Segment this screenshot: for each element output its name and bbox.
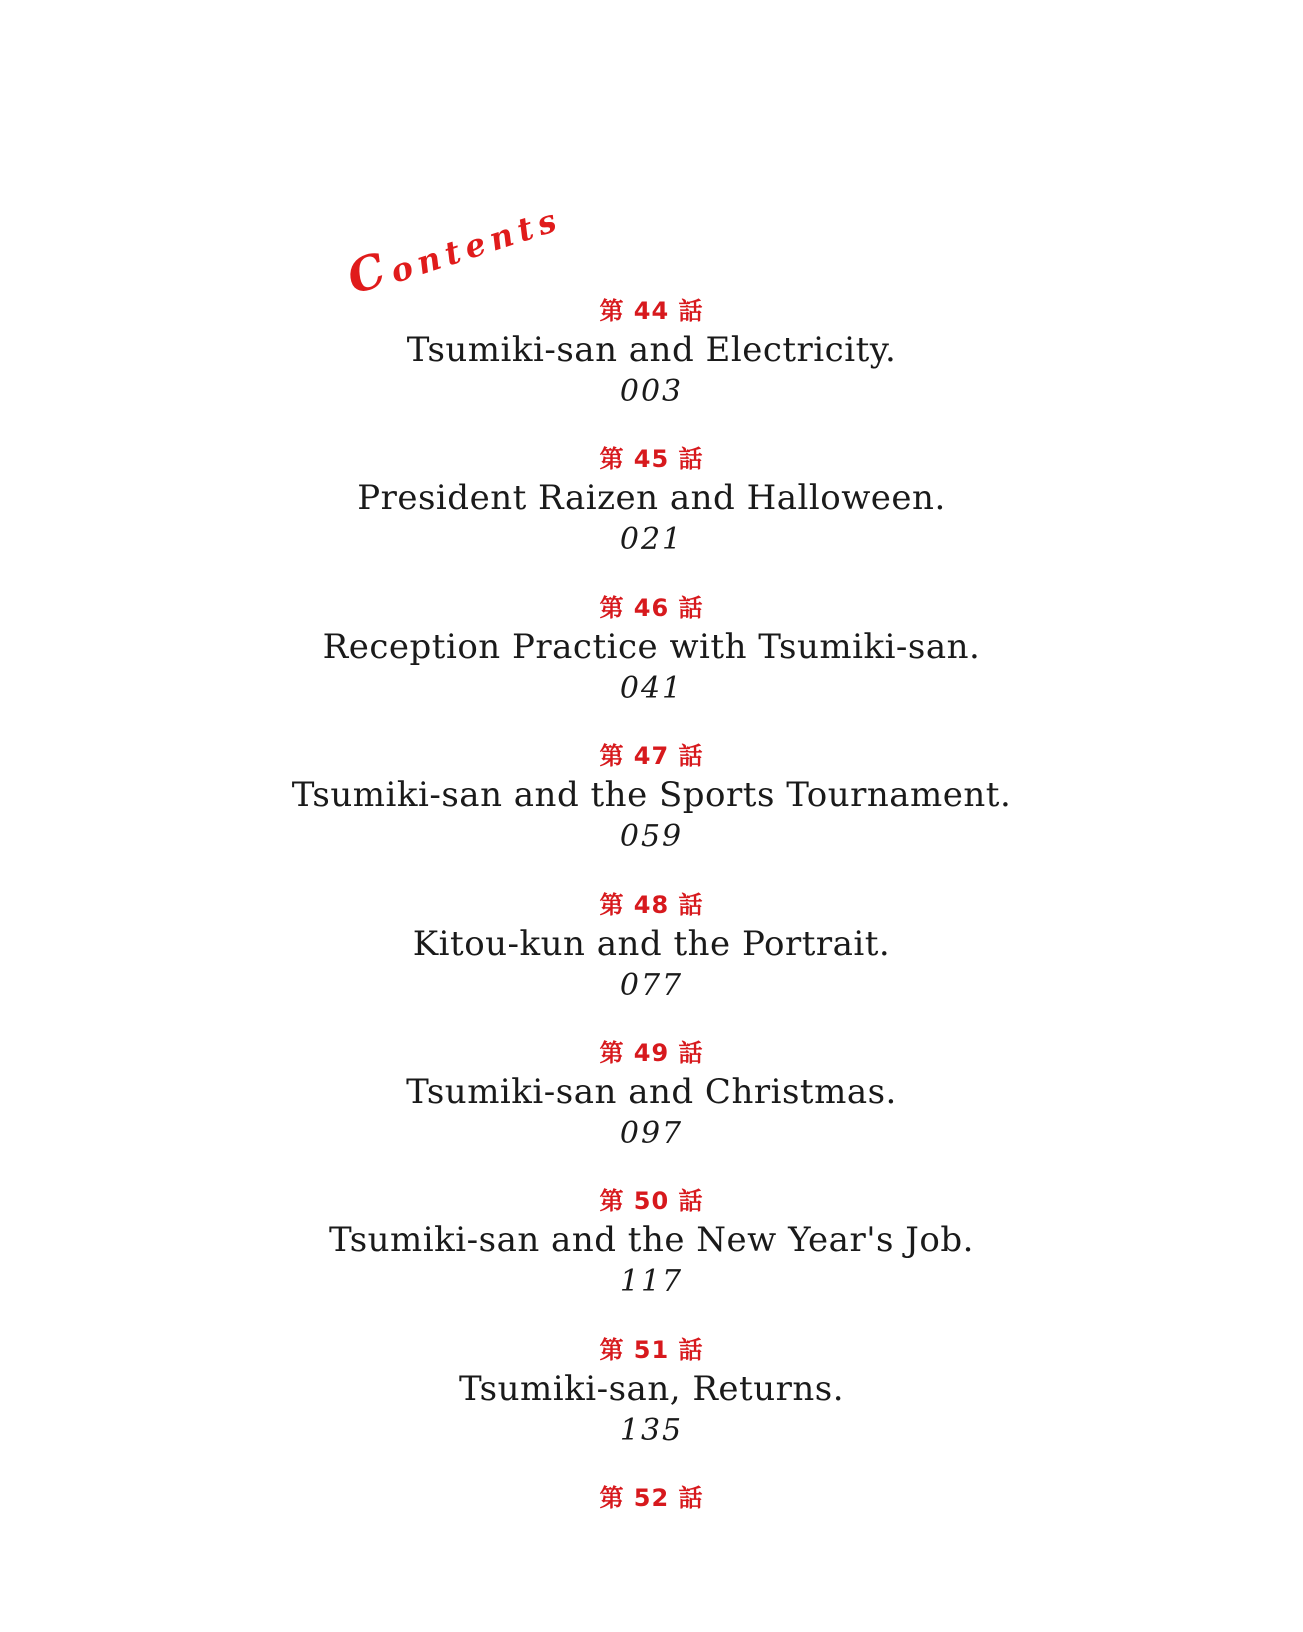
page-number: 041 <box>619 670 684 706</box>
chapter-label: 第 46 話 <box>599 593 704 622</box>
toc-entry[interactable] <box>0 1186 1303 1334</box>
page-number: 097 <box>619 1115 684 1151</box>
chapter-label: 第 52 話 <box>599 1484 704 1513</box>
toc-entry[interactable] <box>0 1483 1303 1631</box>
toc-entry[interactable] <box>0 741 1303 889</box>
toc-entry[interactable] <box>0 593 1303 741</box>
chapter-label: 第 48 話 <box>599 890 704 919</box>
toc-entry[interactable] <box>0 890 1303 1038</box>
chapter-title: Tsumiki-san and Christmas. <box>406 1071 897 1112</box>
contents-heading <box>340 189 567 305</box>
chapter-label: 第 44 話 <box>599 297 704 325</box>
chapter-label: 第 49 話 <box>599 1038 704 1067</box>
chapter-title: Kitou-kun and the Portrait. <box>412 923 891 964</box>
toc-entry[interactable] <box>0 1038 1303 1186</box>
chapter-title: Tsumiki-san and the New Year's Job. <box>329 1220 974 1261</box>
page-number: 135 <box>619 1412 684 1448</box>
chapter-title: President Raizen and Halloween. <box>357 478 946 519</box>
page-number: 117 <box>619 1264 684 1300</box>
page-number: 021 <box>619 522 684 558</box>
chapter-title: Reception Practice with Tsumiki-san. <box>322 626 981 667</box>
chapter-label: 第 50 話 <box>599 1187 704 1216</box>
chapter-label: 第 47 話 <box>599 742 704 771</box>
chapter-title: Tsumiki-san and Electricity. <box>406 330 897 370</box>
chapter-label: 第 45 話 <box>599 445 704 474</box>
chapter-title: Tsumiki-san and the Sports Tournament. <box>291 775 1012 816</box>
toc-entry[interactable] <box>0 444 1303 592</box>
contents-list <box>0 296 1303 1632</box>
chapter-title: Tsumiki-san, Returns. <box>458 1368 845 1409</box>
contents-heading-initial: C <box>340 241 394 305</box>
page-number: 003 <box>619 374 684 409</box>
contents-heading-rest: ontents <box>385 199 567 291</box>
page-number: 059 <box>619 819 684 855</box>
toc-entry[interactable] <box>0 1335 1303 1483</box>
page-number: 077 <box>619 967 684 1003</box>
chapter-label: 第 51 話 <box>599 1335 704 1364</box>
toc-entry[interactable] <box>0 296 1303 444</box>
